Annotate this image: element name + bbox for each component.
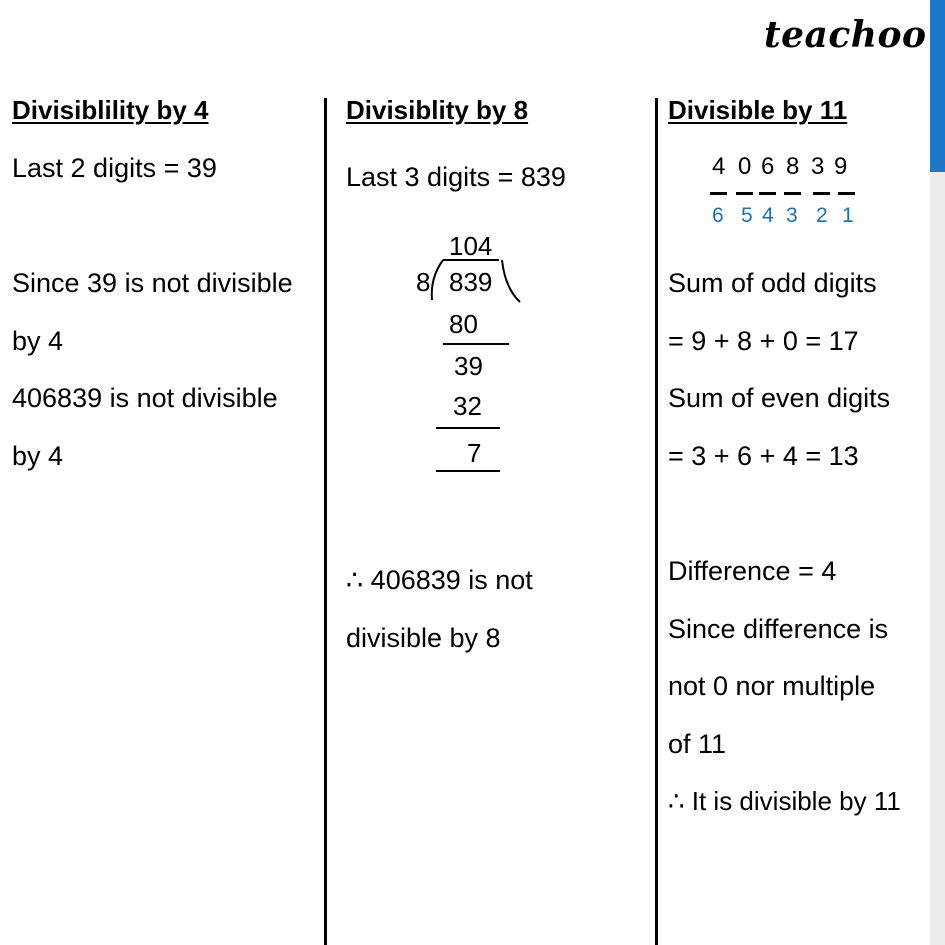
col1-line: Since 39 is not divisible <box>12 268 293 298</box>
col3-line: ∴ It is divisible by 11 <box>668 786 901 816</box>
col2-line: divisible by 8 <box>346 623 501 653</box>
division-quotient: 104 <box>449 231 493 261</box>
col3-line: Sum of even digits <box>668 383 891 413</box>
digit-underline <box>784 192 801 195</box>
number-digit: 6 <box>761 153 775 180</box>
digit-underline <box>710 192 727 195</box>
number-digit: 8 <box>786 153 800 180</box>
number-digit: 3 <box>811 153 825 180</box>
col3-line: Sum of odd digits <box>668 268 877 298</box>
division-divisor: 8 <box>416 267 431 297</box>
division-remainder: 7 <box>467 438 482 468</box>
col3-line: Difference = 4 <box>668 556 837 586</box>
digit-underline <box>813 192 830 195</box>
number-digit: 9 <box>834 153 848 180</box>
col1-line: Last 2 digits = 39 <box>12 153 217 183</box>
col1-line: 406839 is not divisible <box>12 383 278 413</box>
col3-line: = 9 + 8 + 0 = 17 <box>668 326 859 356</box>
col2-line: Last 3 digits = 839 <box>346 162 566 192</box>
digit-position: 4 <box>762 204 774 227</box>
number-digit: 0 <box>738 153 752 180</box>
col3-line: not 0 nor multiple <box>668 671 876 701</box>
column-divider-2 <box>655 98 658 945</box>
digit-position: 6 <box>712 204 724 227</box>
division-step: 39 <box>454 351 483 381</box>
col3-line: of 11 <box>668 729 727 759</box>
division-step: 80 <box>449 309 478 339</box>
col1-heading: Divisiblility by 4 <box>12 95 209 125</box>
col3-heading: Divisible by 11 <box>668 95 848 125</box>
col2-heading: Divisiblity by 8 <box>346 95 529 125</box>
division-rule <box>436 470 500 472</box>
digit-underline <box>838 192 855 195</box>
col1-line: by 4 <box>12 441 64 471</box>
number-digit: 4 <box>712 153 726 180</box>
column-divider-1 <box>324 98 327 945</box>
scrollbar-track[interactable] <box>930 0 945 945</box>
division-rule <box>443 343 509 345</box>
col1-line: by 4 <box>12 326 64 356</box>
digit-position: 1 <box>842 204 854 227</box>
digit-position: 3 <box>786 204 798 227</box>
digit-underline <box>759 192 776 195</box>
col3-line: = 3 + 6 + 4 = 13 <box>668 441 859 471</box>
division-dividend: 839 <box>449 267 493 297</box>
digit-position: 2 <box>816 204 828 227</box>
digit-position: 5 <box>741 204 753 227</box>
scrollbar-thumb[interactable] <box>930 0 945 172</box>
col2-line: ∴ 406839 is not <box>346 565 533 595</box>
digit-underline <box>736 192 753 195</box>
division-rule <box>436 427 500 429</box>
col3-line: Since difference is <box>668 614 889 644</box>
teachoo-logo: teachoo <box>764 14 927 56</box>
division-step: 32 <box>453 391 482 421</box>
